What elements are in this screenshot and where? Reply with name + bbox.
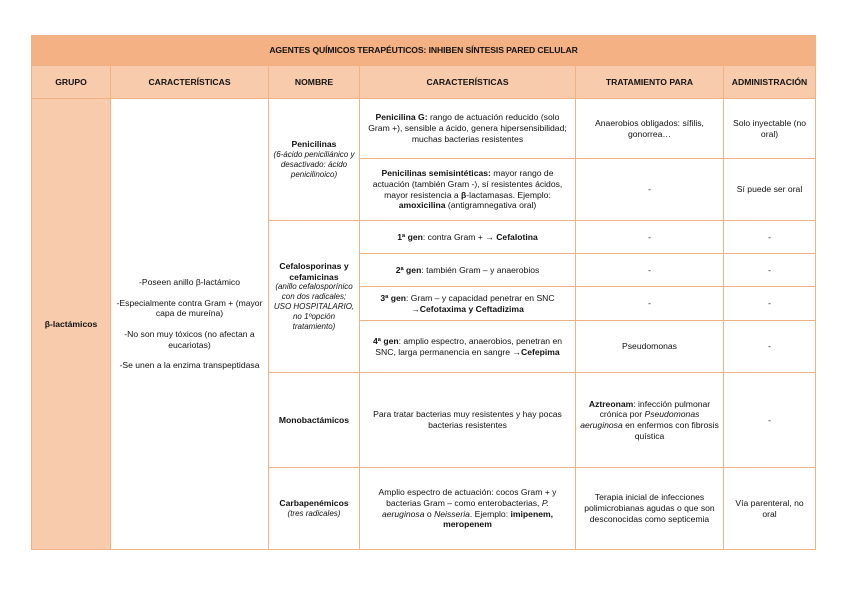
administracion-cell: - — [724, 221, 816, 254]
caracteristicas-cell: Penicilinas semisintéticas: mayor rango de actuación (también Gram -), sí resistentes ácidos, mayor resistencia a β-lactamasas. Ejemplo: amoxicilina (antigramnegativa oral) — [360, 159, 576, 221]
table-title: AGENTES QUÍMICOS TERAPÉUTICOS: INHIBEN SÍNTESIS PARED CELULAR — [32, 36, 816, 66]
nombre-sub: (tres radicales) — [287, 508, 341, 518]
feature-item: -Especialmente contra Gram + (mayor capa de mureína) — [116, 297, 263, 319]
tratamiento-cell: - — [576, 221, 724, 254]
title-row — [32, 36, 816, 66]
caracteristicas-cell: Penicilina G: rango de actuación reducido (solo Gram +), sensible a ácido, genera hipersensibilidad; muchas bacterias resistentes — [360, 99, 576, 159]
administracion-cell: - — [724, 373, 816, 468]
header-tratamiento: TRATAMIENTO PARA — [576, 66, 724, 99]
administracion-cell: - — [724, 321, 816, 373]
antibiotics-table — [31, 35, 816, 550]
nombre-label: Cefalosporinas y cefamicinas — [279, 260, 349, 282]
feature-item: -No son muy tóxicos (no afectan a eucariotas) — [124, 329, 255, 350]
nombre-sub: (6-ácido peniciliánico y desactivado: ácido penicilinoico) — [273, 149, 355, 179]
nombre-penicilinas — [269, 99, 360, 221]
tratamiento-cell: Anaerobios obligados: sífilis, gonorrea… — [576, 99, 724, 159]
nombre-sub: (anillo cefalosporínico con dos radicales; USO HOSPITALARIO, no 1ºopción tratamiento) — [273, 282, 355, 332]
table-row — [32, 99, 816, 159]
caracteristicas-cell: 2ª gen: también Gram – y anaerobios — [360, 254, 576, 287]
header-caracteristicas-2: CARACTERÍSTICAS — [360, 66, 576, 99]
header-nombre: NOMBRE — [269, 66, 360, 99]
header-caracteristicas: CARACTERÍSTICAS — [111, 66, 269, 99]
administracion-cell: - — [724, 254, 816, 287]
tratamiento-cell: Pseudomonas — [576, 321, 724, 373]
group-name: β-lactámicos — [32, 99, 111, 550]
administracion-cell: - — [724, 287, 816, 321]
header-row — [32, 66, 816, 99]
caracteristicas-cell: 3ª gen: Gram – y capacidad penetrar en SNC →Cefotaxima y Ceftadizima — [360, 287, 576, 321]
feature-item: -Poseen anillo β-lactámico — [139, 276, 240, 287]
nombre-carbapenemicos — [269, 468, 360, 550]
tratamiento-cell: Aztreonam: infección pulmonar crónica por Pseudomonas aeruginosa en enfermos con fibrosis quística — [576, 373, 724, 468]
tratamiento-cell: Terapia inicial de infecciones polimicrobianas agudas o que son desconocidas como septicemia — [576, 468, 724, 550]
nombre-cefalosporinas — [269, 221, 360, 373]
group-features — [111, 99, 269, 550]
caracteristicas-cell: Para tratar bacterias muy resistentes y hay pocas bacterias resistentes — [360, 373, 576, 468]
administracion-cell: Sí puede ser oral — [724, 159, 816, 221]
administracion-cell: Vía parenteral, no oral — [724, 468, 816, 550]
tratamiento-cell: - — [576, 159, 724, 221]
nombre-label: Monobactámicos — [278, 414, 350, 425]
nombre-label: Penicilinas — [291, 139, 337, 150]
nombre-label: Carbapenémicos — [279, 498, 349, 509]
caracteristicas-cell: 1ª gen: contra Gram + → Cefalotina — [360, 221, 576, 254]
administracion-cell: Solo inyectable (no oral) — [724, 99, 816, 159]
nombre-monobactamicos — [269, 373, 360, 468]
header-grupo: GRUPO — [32, 66, 111, 99]
tratamiento-cell: - — [576, 287, 724, 321]
feature-item: -Se unen a la enzima transpeptidasa — [119, 360, 260, 371]
caracteristicas-cell: 4ª gen: amplio espectro, anaerobios, penetran en SNC, larga permanencia en sangre →Cefepima — [360, 321, 576, 373]
header-administracion: ADMINISTRACIÓN — [724, 66, 816, 99]
caracteristicas-cell: Amplio espectro de actuación: cocos Gram + y bacterias Gram – como enterobacterias, P. aeruginosa o Neisseria. Ejemplo: imipenem, meropenem — [360, 468, 576, 550]
tratamiento-cell: - — [576, 254, 724, 287]
